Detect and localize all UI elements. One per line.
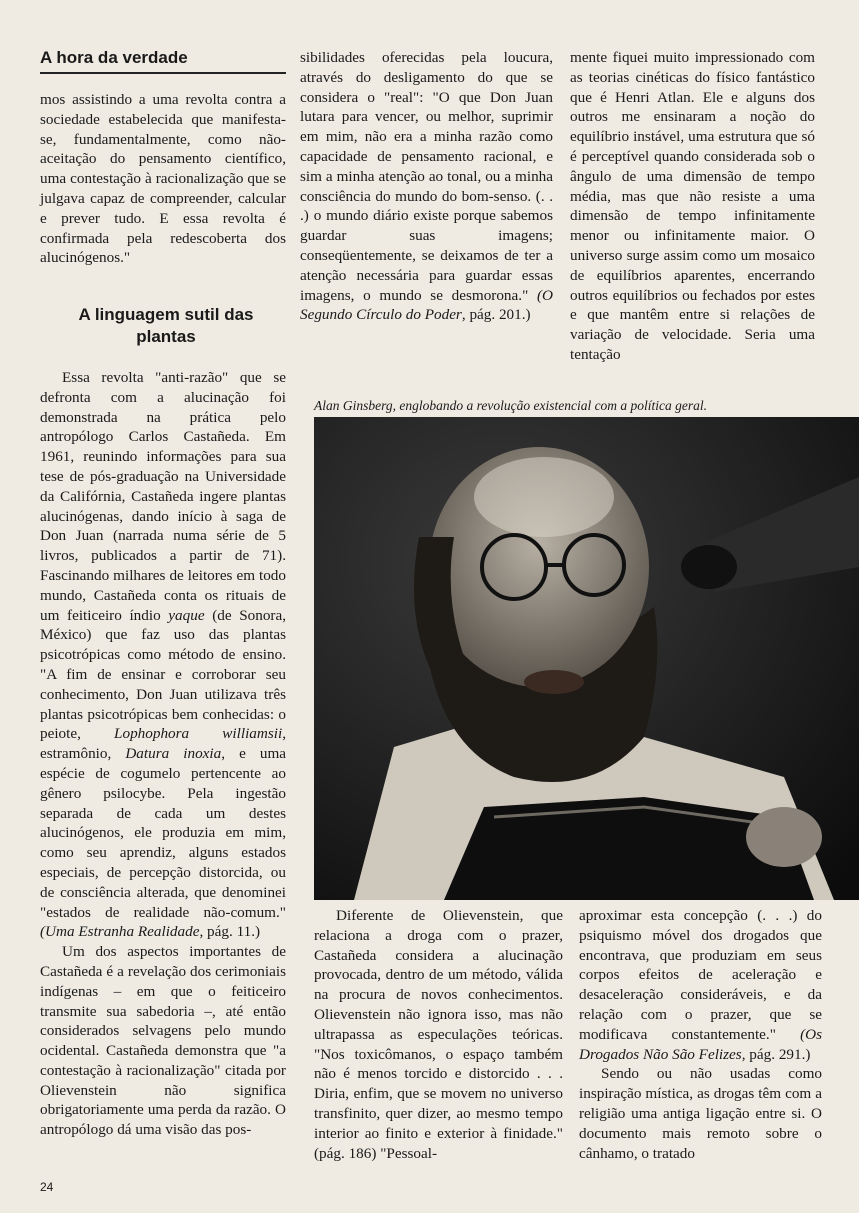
photo-caption: Alan Ginsberg, englobando a revolução existencial com a política geral. [314,398,708,413]
paragraph: sibilidades oferecidas pela loucura, através do desligamento do que se considera o "real": "O que Don Juan lutara para vencer, ou melhor, suprimir em mim, não era a minha razão como capacidade de pensamento racional, e sim a minha atenção ao tonal, ou a minha consciência do mundo do bom-senso. (. . .) o mundo diário existe porque sabemos guardar suas imagens; conseqüentemente, se deixamos de ter a atenção necessária para guardar essas imagens, o mundo se desmorona." (O Segundo Círculo do Poder, pág. 201.) [300,49,553,324]
column-2-top [300,48,553,325]
paragraph: aproximar esta concepção (. . .) do psiquismo móvel dos drogados que encontrava, que produziam em seus corpos efeitos de aceleração e desaceleração consideráveis, e da relação com o prazer, que se modificava constantemente." (Os Drogados Não São Felizes, pág. 291.) [579,907,822,1063]
column-2-bottom [314,906,563,1163]
page-number: 24 [40,1180,54,1194]
paragraph: Diferente de Olievenstein, que relaciona a droga com o prazer, Castañeda considera a alucinação provocada, dentro de um método, válida na procura de novos conhecimentos. Olievenstein não ignora isso, mas não ultrapassa as especulações teóricas. "Nos toxicômanos, o espaço também não é menos torcido e distorcido . . . Diria, enfim, que se movem no universo transfinito, quer dizer, ao mesmo tempo interior ao finito e exterior à finidade." (pág. 186) "Pessoal- [314,907,563,1162]
paragraph: Um dos aspectos importantes de Castañeda é a revelação dos cerimoniais indígenas – em que o feiticeiro transmite sua sabedoria –, até então considerados selvagens pelo mundo ocidental. Castañeda demonstra que "a contestação à racionalização" citada por Olievenstein não significa obrigatoriamente uma perda da razão. O antropólogo dá uma visão das pos- [40,943,286,1139]
column-3-bottom [579,906,822,1163]
paragraph: Essa revolta "anti-razão" que se defronta com a alucinação foi demonstrada na prática pelo antropólogo Carlos Castañeda. Em 1961, reunindo informações para sua tese de pós-graduação na Universidade da Califórnia, Castañeda ingere plantas alucinógenas, dando início à saga de Don Juan (narrada numa série de 5 livros, publicados a partir de 71). Fascinando milhares de leitores em todo mundo, Castañeda conta os rituais de um feiticeiro índio yaque (de Sonora, México) que faz uso das plantas psicotrópicas como método de ensino. "A fim de ensinar e corroborar seu conhecimento, Don Juan utilizava três plantas psicotrópicas bem conhecidas: o peiote, Lophophora williamsii, estramônio, Datura inoxia, e uma espécie de cogumelo pertencente ao gênero psilocybe. Pela ingestão separada de cada um destes alucinógenos, ele produzia em mim, como seu aprendiz, alguns estados especiais, de percepção distorcida, ou de consciência alterada, que denominei "estados de realidade não-comum." (Uma Estranha Realidade, pág. 11.) [40,369,287,941]
photo-alan-ginsberg [314,417,859,900]
paragraph: Sendo ou não usadas como inspiração mística, as drogas têm com a religião uma antiga ligação entre si. O documento mais remoto sobre o cânhamo, o tratado [579,1065,822,1162]
section-heading: A hora da verdade [40,48,286,74]
paragraph: mos assistindo a uma revolta contra a sociedade estabelecida que manifesta-se, fundamentalmente, como não-aceitação do pensamento científico, uma contestação à racionalização que se julgava capaz de compreender, calcular e prever tudo. E essa revolta é confirmada pela redescoberta dos alucinógenos." [40,91,286,267]
subheading: A linguagem sutil das plantas [78,305,254,346]
paragraph: mente fiquei muito impressionado com as teorias cinéticas do físico fantástico que é Henri Atlan. Ele e alguns dos outros me ensinaram a noção do equilíbrio instável, uma estrutura que só é perceptível quando considerada sob o ângulo de uma dimensão de tempo média, mas que não resiste a uma dimensão de tempo infinitamente menor ou infinitamente maior. O universo surge assim como um mosaico de equilíbrios aparentes, encerrando outros equilíbrios ou fechados por estes e que mantêm entre si relações de variação de velocidade. Seria uma tentação [570,49,815,363]
column-1-top [40,90,286,268]
column-3-top [570,48,815,365]
column-1-bottom [40,368,286,1140]
